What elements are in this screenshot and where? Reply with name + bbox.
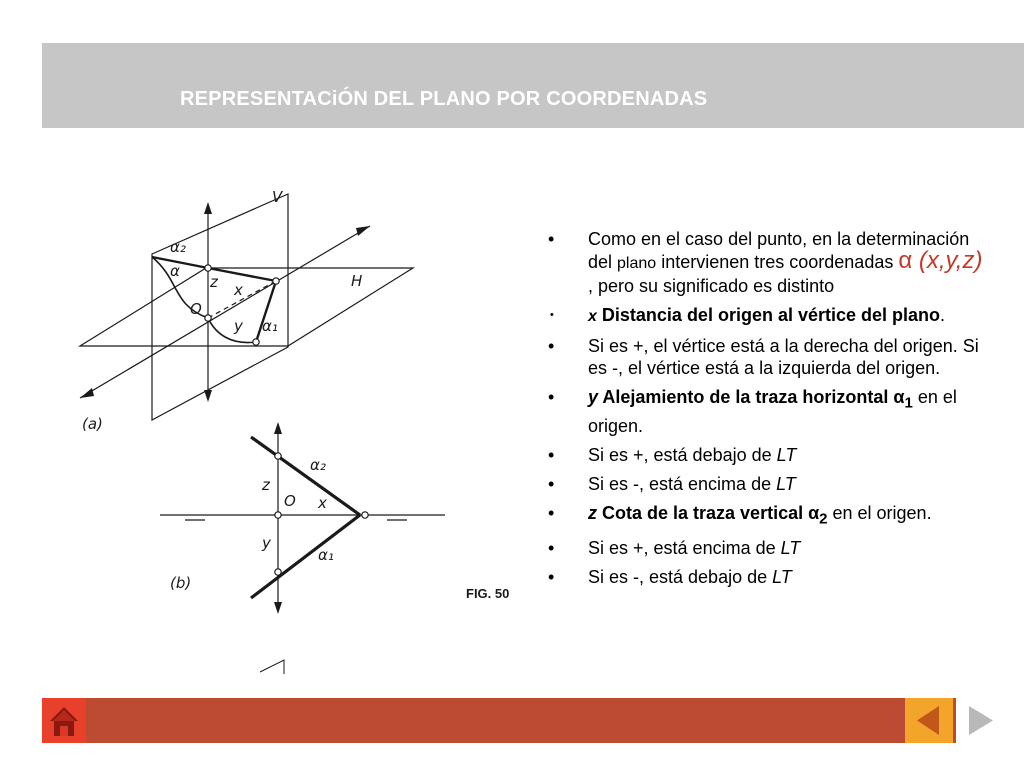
bullet-marker: • xyxy=(548,387,555,407)
bullet-marker: • xyxy=(548,538,555,559)
next-slide-button[interactable] xyxy=(961,698,1009,743)
bullet-item: • y Alejamiento de la traza horizontal $\alpha_1$ en el origen. xyxy=(548,387,957,436)
label-alpha1: α₁ xyxy=(262,317,278,335)
label-b: (b) xyxy=(170,574,192,592)
bullet-marker: • xyxy=(548,444,555,465)
label-z: z xyxy=(210,273,218,291)
label-y: y xyxy=(234,317,243,335)
label-b-y: y xyxy=(262,534,271,552)
bullet-item: • Si es -, está encima de LT xyxy=(548,473,796,494)
bullet-item: • Si es +, el vértice está a la derecha del origen. Si es -, el vértice está a la izquierda del origen. xyxy=(548,336,979,378)
alpha-coordinates: α (x,y,z) xyxy=(898,247,983,274)
label-o: O xyxy=(190,300,202,318)
bullet-item: • x Distancia del origen al vértice del plano. xyxy=(550,305,946,325)
label-b-o: O xyxy=(284,492,296,510)
label-b-z: z xyxy=(262,476,270,494)
arrow-right-icon xyxy=(961,698,1009,743)
home-button[interactable] xyxy=(42,698,86,743)
bullet-marker: • xyxy=(548,336,555,356)
label-b-x: x xyxy=(318,494,327,512)
bullet-item: • z Cota de la traza vertical $\alpha_2$ en el origen. xyxy=(548,502,932,528)
bullet-list xyxy=(548,228,988,595)
title-bar xyxy=(42,43,1024,128)
bullet-marker: • xyxy=(548,473,555,494)
label-b-alpha2: α₂ xyxy=(310,456,326,474)
arrow-left-icon xyxy=(905,698,953,743)
bullet-marker: • xyxy=(548,229,555,249)
figure-number: FIG. 50 xyxy=(466,586,510,601)
label-x: x xyxy=(234,281,243,299)
bullet-marker: • xyxy=(548,502,555,523)
bullet-item: • Si es -, está debajo de LT xyxy=(548,567,792,588)
plane-coordinates-figure xyxy=(40,140,530,685)
label-a: (a) xyxy=(82,415,103,433)
label-alpha2: α₂ xyxy=(170,238,186,256)
home-icon xyxy=(42,698,86,743)
bottom-bar xyxy=(42,698,956,743)
bullet-item: • Si es +, está debajo de LT xyxy=(548,444,797,465)
label-alpha: α xyxy=(170,262,180,280)
previous-slide-button[interactable] xyxy=(905,698,953,743)
bullet-marker: • xyxy=(550,309,554,321)
page-title: REPRESENTACiÓN DEL PLANO POR COORDENADAS xyxy=(180,88,708,110)
bullet-marker: • xyxy=(548,567,555,588)
bullet-item: • Si es +, está encima de LT xyxy=(548,538,801,559)
label-h: H xyxy=(351,272,363,290)
bullet-item: • Como en el caso del punto, en la determinación del plano intervienen tres coordenadas α (x,y,z) , pero su significado es distinto xyxy=(548,229,983,296)
label-v: V xyxy=(272,188,283,206)
label-b-alpha1: α₁ xyxy=(318,546,334,564)
